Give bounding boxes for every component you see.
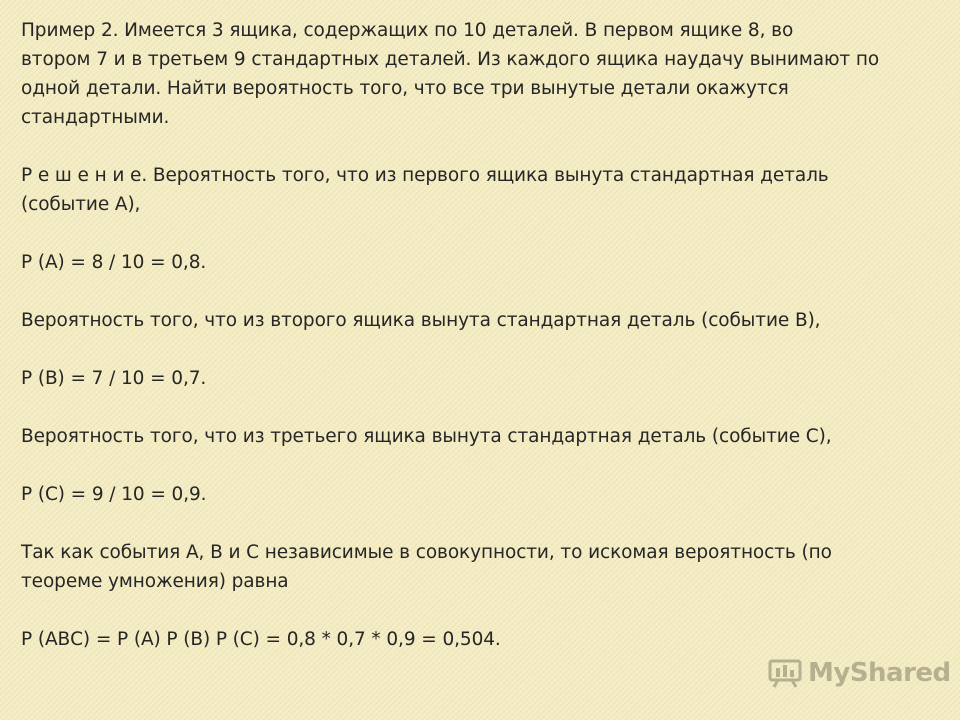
conclusion-line: Так как события А, В и С независимые в совокупности, то искомая вероятность (по: [21, 542, 832, 563]
presentation-board-icon: [768, 658, 808, 688]
slide-content: [21, 16, 939, 683]
solution-line: [21, 161, 939, 190]
solution-heading: Р е ш е н и е.: [21, 165, 148, 186]
solution-intro: [21, 161, 939, 219]
watermark-text: MyShared: [808, 658, 951, 688]
problem-line: одной детали. Найти вероятность того, что все три вынутые детали окажутся: [21, 78, 789, 99]
text-b: Вероятность того, что из второго ящика вынута стандартная деталь (событие В),: [21, 310, 821, 331]
conclusion: [21, 538, 939, 596]
text-c: Вероятность того, что из третьего ящика вынута стандартная деталь (событие С),: [21, 426, 832, 447]
formula-b: Р (В) = 7 / 10 = 0,7.: [21, 368, 207, 389]
problem-statement: [21, 16, 939, 132]
solution-text: Вероятность того, что из первого ящика вынута стандартная деталь: [147, 165, 829, 186]
formula-a: Р (А) = 8 / 10 = 0,8.: [21, 252, 207, 273]
solution-line: (событие А),: [21, 194, 141, 215]
conclusion-line: теореме умножения) равна: [21, 571, 289, 592]
watermark: [768, 657, 951, 689]
problem-line: втором 7 и в третьем 9 стандартных деталей. Из каждого ящика наудачу вынимают по: [21, 49, 880, 70]
formula-abc: Р (АВС) = Р (А) Р (В) Р (С) = 0,8 * 0,7 * 0,9 = 0,504.: [21, 629, 501, 650]
problem-line: Пример 2. Имеется 3 ящика, содержащих по 10 деталей. В первом ящике 8, во: [21, 20, 794, 41]
problem-line: стандартными.: [21, 107, 170, 128]
formula-c: Р (С) = 9 / 10 = 0,9.: [21, 484, 207, 505]
